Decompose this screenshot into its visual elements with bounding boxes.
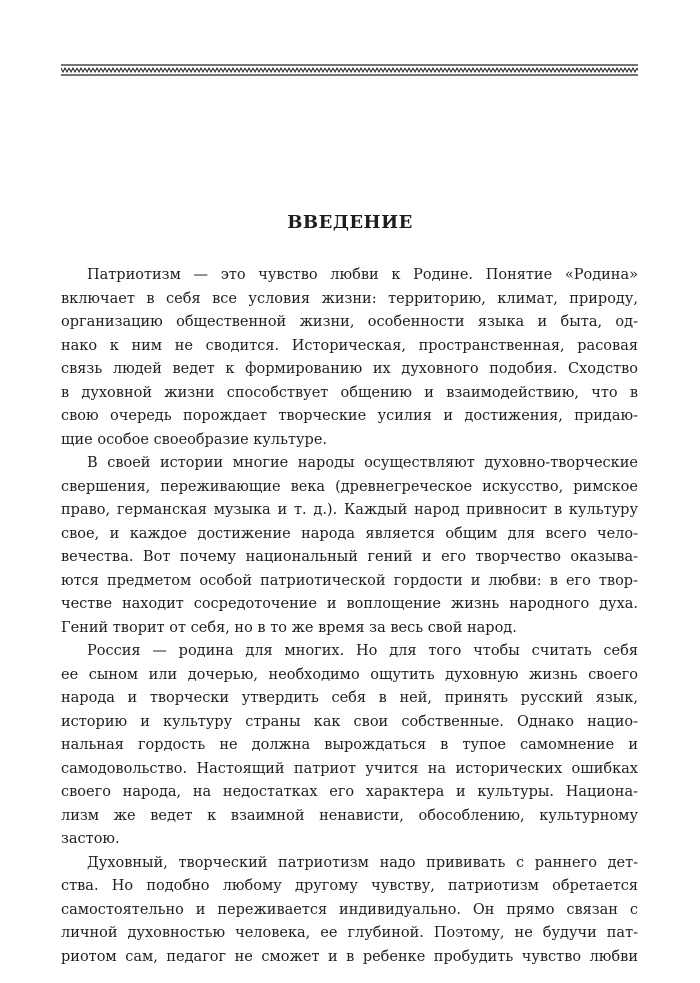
text-line: ее сыном или дочерью, необходимо ощутить духовную жизнь своего	[61, 666, 638, 683]
text-line: связь людей ведет к формированию их духовного подобия. Сходство	[61, 361, 638, 377]
text-line: нако к ним не сводится. Историческая, пространственная, расовая	[61, 337, 638, 354]
page-title: ВВЕДЕНИЕ	[287, 212, 413, 233]
text-line: вечества. Вот почему национальный гений и его творчество оказыва-	[61, 549, 638, 565]
text-line: самодовольство. Настоящий патриот учится на исторических ошибках	[61, 760, 638, 777]
text-line: Патриотизм — это чувство любви к Родине. Понятие «Родина»	[87, 267, 638, 283]
text-line: свою очередь порождает творческие усилия и достижения, придаю-	[61, 408, 638, 424]
text-line: щие особое своеобразие культуре.	[61, 431, 328, 448]
decorative-border-ornament	[61, 64, 638, 76]
text-line: свое, и каждое достижение народа является общим для всего чело-	[61, 525, 638, 542]
text-line: организацию общественной жизни, особенности языка и быта, од-	[61, 314, 638, 330]
text-line: в духовной жизни способствует общению и взаимодействию, что в	[61, 384, 638, 401]
text-line: личной духовностью человека, ее глубиной. Поэтому, не будучи пат-	[61, 925, 638, 941]
text-line: историю и культуру страны как свои собственные. Однако нацио-	[61, 713, 638, 730]
text-line: свершения, переживающие века (древнегреческое искусство, римское	[61, 478, 638, 495]
text-line: застою.	[61, 831, 120, 847]
text-line: В своей истории многие народы осуществляют духовно-творческие	[87, 455, 638, 471]
text-line: лизм же ведет к взаимной ненависти, обособлению, культурному	[61, 807, 638, 824]
text-line: своего народа, на недостатках его характера и культуры. Национа-	[61, 784, 638, 800]
text-line: ства. Но подобно любому другому чувству, патриотизм обретается	[61, 878, 638, 894]
text-line: включает в себя все условия жизни: территорию, климат, природу,	[61, 290, 638, 307]
text-line: Духовный, творческий патриотизм надо прививать с раннего дет-	[87, 854, 638, 871]
text-line: Россия — родина для многих. Но для того чтобы считать себя	[87, 643, 638, 659]
text-line: ются предметом особой патриотической гордости и любви: в его твор-	[61, 572, 638, 589]
body-text	[61, 264, 638, 969]
text-line: Гений творит от себя, но в то же время за весь свой народ.	[61, 619, 517, 636]
text-line: честве находит сосредоточение и воплощение жизнь народного духа.	[61, 596, 638, 612]
text-line: нальная гордость не должна вырождаться в тупое самомнение и	[61, 737, 638, 753]
text-line: право, германская музыка и т. д.). Каждый народ привносит в культуру	[61, 502, 638, 518]
text-line: самостоятельно и переживается индивидуально. Он прямо связан с	[61, 901, 638, 918]
text-line: риотом сам, педагог не сможет и в ребенке пробудить чувство любви	[61, 948, 638, 965]
text-line: народа и творчески утвердить себя в ней, принять русский язык,	[61, 690, 638, 706]
